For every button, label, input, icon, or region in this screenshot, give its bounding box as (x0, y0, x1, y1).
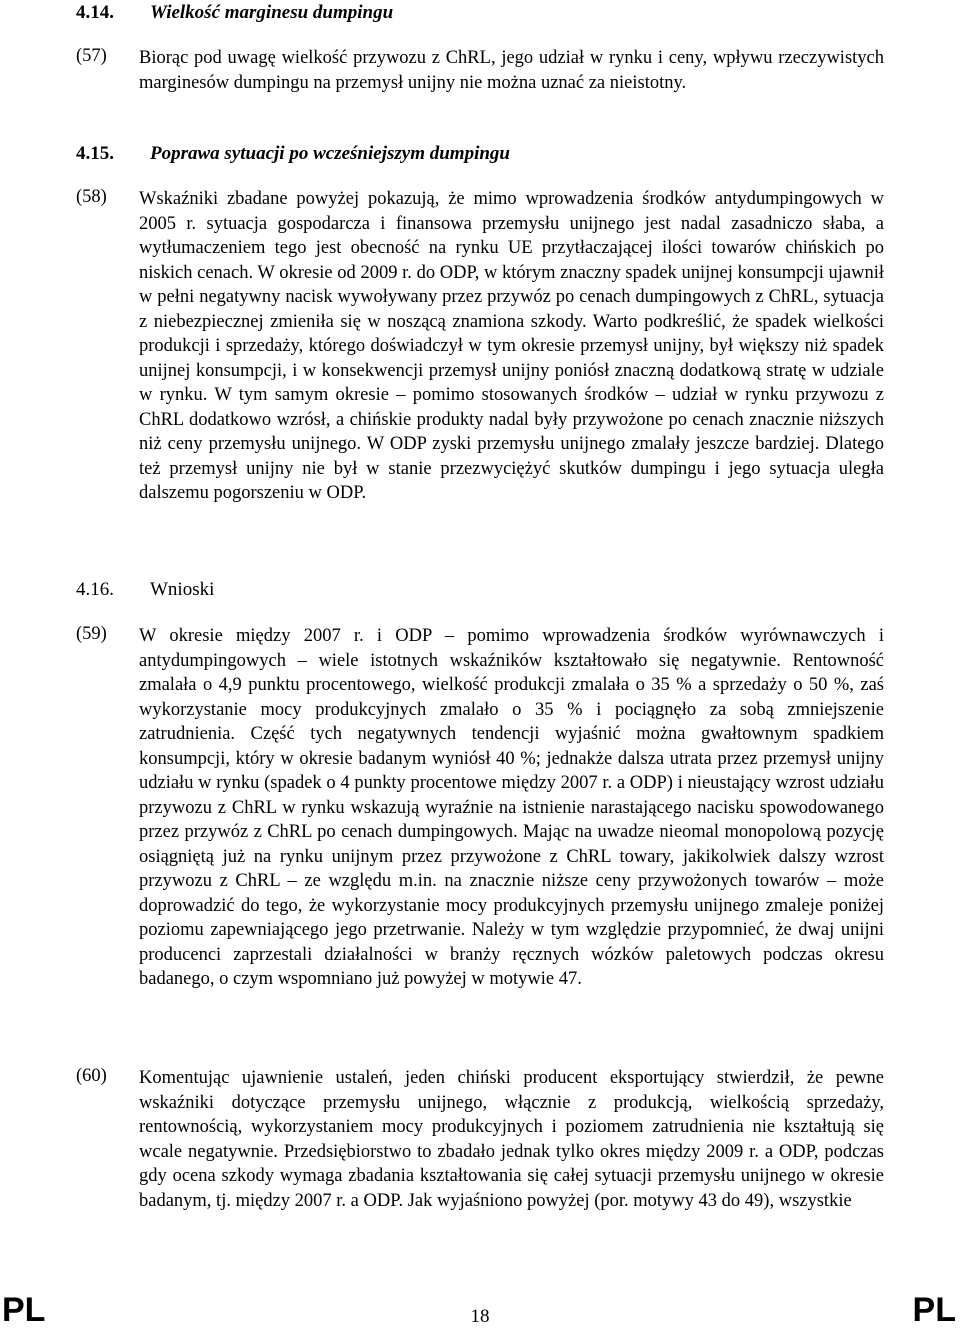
paragraph-number: (60) (76, 1066, 107, 1086)
footer-language-code-right: PL (912, 1291, 956, 1329)
section-heading-4-16 (76, 578, 214, 602)
section-title: Poprawa sytuacji po wcześniejszym dumpingu (150, 143, 510, 164)
paragraph-57 (76, 46, 884, 95)
paragraph-59 (76, 624, 884, 992)
paragraph-number: (57) (76, 46, 107, 66)
paragraph-number: (58) (76, 187, 107, 207)
section-number: 4.15. (76, 143, 114, 164)
section-number: 4.16. (76, 579, 114, 600)
section-title: Wnioski (150, 579, 215, 600)
footer-language-code-left: PL (2, 1291, 46, 1329)
paragraph-58 (76, 187, 884, 506)
paragraph-text: W okresie między 2007 r. i ODP – pomimo wprowadzenia środków wyrównawczych i antydumpingowych – wiele istotnych wskaźników kształtowało się negatywnie. Rentowność zmalała o 4,9 punktu procentowego, wielkość produkcji zmalała o 35 % a sprzedaży o 50 %, zaś wykorzystanie mocy produkcyjnych zmalało o 35 % i pociągnęło za sobą zmniejszenie zatrudnienia. Część tych negatywnych tendencji wyjaśnić można gwałtownym spadkiem konsumpcji, który w okresie badanym wyniósł 40 %; jednakże dalsza utrata przez przemysł unijny udziału w rynku (spadek o 4 punkty procentowe między 2007 r. a ODP) i nieustający wzrost udziału przywozu z ChRL w rynku wskazują wyraźnie na istnienie narastającego nacisku spowodowanego przez przywóz z ChRL po cenach dumpingowych. Mając na uwadze nieomal monopolową pozycję osiągniętą już na rynku unijnym przez przywożone z ChRL towary, jakikolwiek dalszy wzrost przywozu z ChRL – ze względu m.in. na znacznie niższe ceny przywożonych towarów – może doprowadzić do tego, że wykorzystanie mocy produkcyjnych przemysłu unijnego zmaleje poniżej poziomu zapewniającego jego przetrwanie. Należy w tym względzie przypomnieć, że dwaj unijni producenci zaprzestali działalności w branży ręcznych wózków paletowych podczas okresu badanego, o czym wspomniano już powyżej w motywie 47. (139, 626, 884, 989)
paragraph-text: Biorąc pod uwagę wielkość przywozu z ChRL, jego udział w rynku i ceny, wpływu rzeczywistych marginesów dumpingu na przemysł unijny nie można uznać za nieistotny. (139, 48, 884, 93)
section-heading-4-14 (76, 1, 393, 25)
section-title: Wielkość marginesu dumpingu (150, 2, 394, 23)
paragraph-text: Wskaźniki zbadane powyżej pokazują, że mimo wprowadzenia środków antydumpingowych w 2005 r. sytuacja gospodarcza i finansowa przemysłu unijnego jest nadal zasadniczo słaba, a wytłumaczeniem tego jest obecność na rynku UE przytłaczającej ilości towarów chińskich po niskich cenach. W okresie od 2009 r. do ODP, w którym znaczny spadek unijnej konsumpcji ujawnił w pełni negatywny nacisk wywoływany przez przywóz po cenach dumpingowych z ChRL, sytuacja z niebezpiecznej zmieniła się w noszącą znamiona szkody. Warto podkreślić, że spadek wielkości produkcji i sprzedaży, którego doświadczył w tym okresie przemysł unijny, był większy niż spadek unijnej konsumpcji, i w konsekwencji przemysł unijny poniósł znaczną dodatkową stratę w udziale w rynku. W tym samym okresie – pomimo stosowanych środków – udział w rynku przywozu z ChRL dodatkowo wzrósł, a chińskie produkty nadal były przywożone po cenach znacznie niższych niż ceny przemysłu unijnego. W ODP zyski przemysłu unijnego zmalały jeszcze bardziej. Dlatego też przemysł unijny nie był w stanie przezwyciężyć skutków dumpingu i jego sytuacja uległa dalszemu pogorszeniu w ODP. (139, 189, 884, 503)
paragraph-text: Komentując ujawnienie ustaleń, jeden chiński producent eksportujący stwierdził, że pewne wskaźniki dotyczące przemysłu unijnego, włącznie z produkcją, wielkością sprzedaży, rentownością, wykorzystaniem mocy produkcyjnych i poziomem zatrudnienia nie kształtują się wcale negatywnie. Przedsiębiorstwo to zbadało jednak tylko okres między 2009 r. a ODP, podczas gdy ocena szkody wymaga zbadania kształtowania się całej sytuacji przemysłu unijnego w okresie badanym, tj. między 2007 r. a ODP. Jak wyjaśniono powyżej (por. motywy 43 do 49), wszystkie (139, 1068, 884, 1211)
section-number: 4.14. (76, 2, 114, 23)
section-heading-4-15 (76, 142, 510, 166)
paragraph-60 (76, 1066, 884, 1213)
paragraph-number: (59) (76, 624, 107, 644)
page-number: 18 (470, 1306, 490, 1327)
